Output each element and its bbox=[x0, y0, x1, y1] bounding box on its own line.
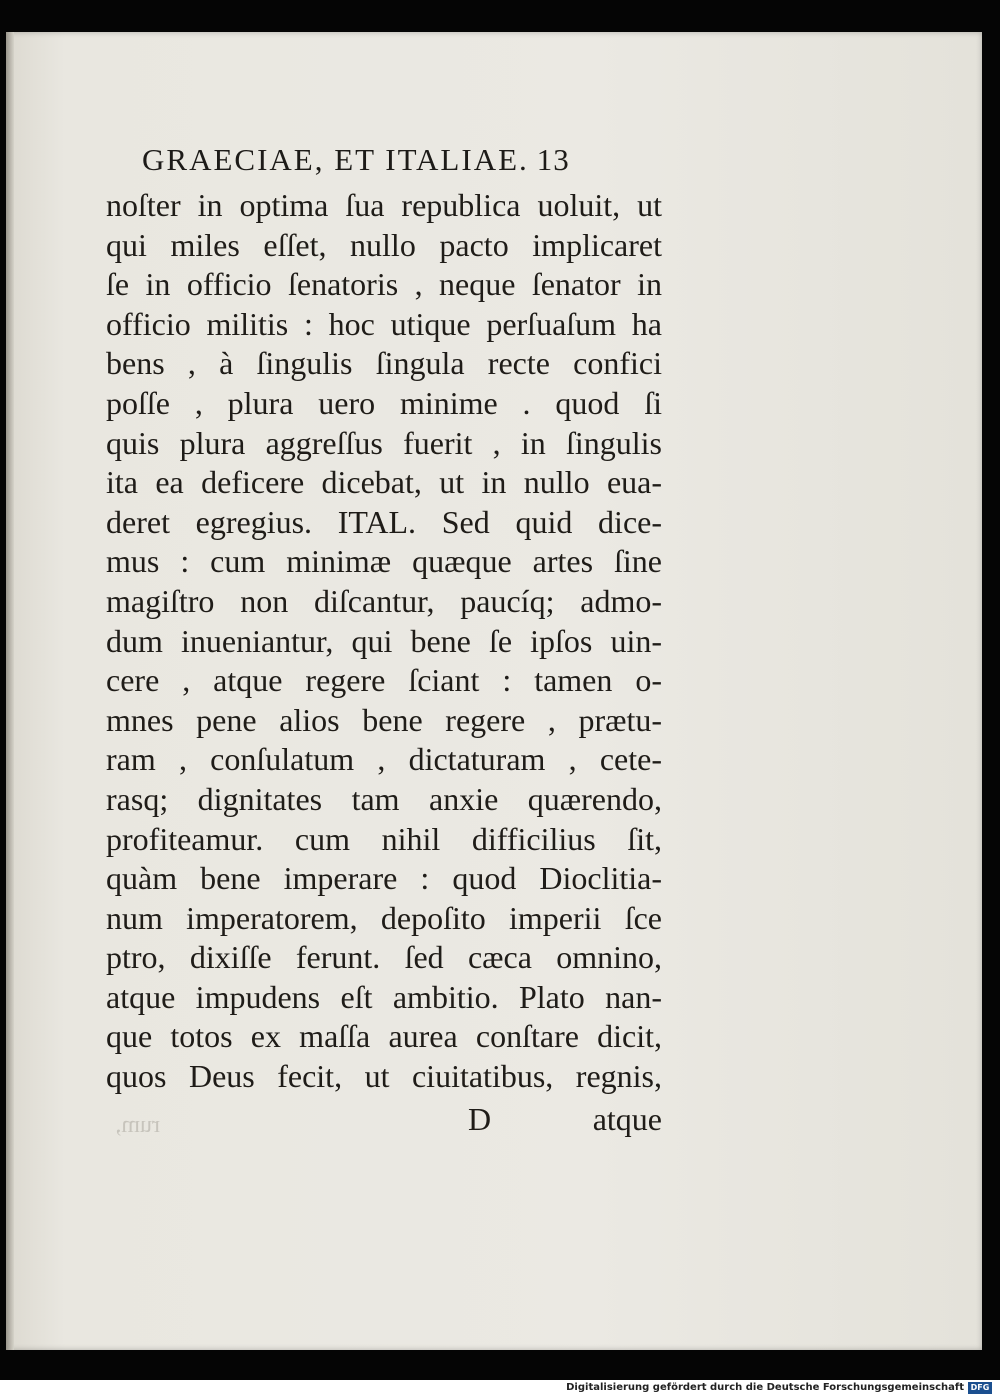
text-line: profiteamur. cum nihil difficilius ſit, bbox=[106, 820, 662, 857]
footer-credit: Digitalisierung gefördert durch die Deutsche Forschungsgemeinschaft bbox=[566, 1382, 964, 1393]
text-line: mnes pene alios bene regere , prætu- bbox=[106, 701, 662, 738]
text-line: que totos ex maſſa aurea conſtare dicit, bbox=[106, 1018, 662, 1055]
text-line: ptro, dixiſſe ferunt. ſed cæca omnino, bbox=[106, 939, 662, 976]
running-head-title: GRAECIAE, ET ITALIAE. bbox=[142, 142, 529, 177]
text-line: ſe in officio ſenatoris , neque ſenator in bbox=[106, 266, 662, 303]
body-text bbox=[106, 186, 662, 1097]
running-head bbox=[142, 142, 662, 182]
text-line: dum inueniantur, qui bene ſe ipſos uin- bbox=[106, 622, 662, 659]
text-line: quos Deus fecit, ut ciuitatibus, regnis, bbox=[106, 1058, 662, 1095]
text-line: ram , conſulatum , dictaturam , cete- bbox=[106, 741, 662, 778]
show-through-text: rum, bbox=[115, 1112, 160, 1138]
text-line: bens , à ſingulis ſingula recte confici bbox=[106, 345, 662, 382]
text-line: qui miles eſſet, nullo pacto implicaret bbox=[106, 226, 662, 263]
text-line: quàm bene imperare : quod Dioclitia- bbox=[106, 860, 662, 897]
text-line: poſſe , plura uero minime . quod ſi bbox=[106, 384, 662, 421]
page-number: 13 bbox=[536, 142, 570, 177]
signature-catchword-line bbox=[106, 1101, 662, 1141]
text-line: num imperatorem, depoſito imperii ſce bbox=[106, 899, 662, 936]
text-line: officio militis : hoc utique perſuaſum ha bbox=[106, 305, 662, 342]
text-line: cere , atque regere ſciant : tamen o- bbox=[106, 662, 662, 699]
text-line: ita ea deficere dicebat, ut in nullo eua- bbox=[106, 464, 662, 501]
text-line: noſter in optima ſua republica uoluit, ut bbox=[106, 187, 662, 223]
page-gutter-edge bbox=[6, 32, 14, 1350]
text-line: rasq; dignitates tam anxie quærendo, bbox=[106, 780, 662, 817]
text-line: magiſtro non diſcantur, paucíq; admo- bbox=[106, 582, 662, 619]
catchword: atque bbox=[592, 1101, 662, 1137]
text-line: deret egregius. ITAL. Sed quid dice- bbox=[106, 503, 662, 540]
text-line: quis plura aggreſſus fuerit , in ſingulis bbox=[106, 424, 662, 461]
digitization-footer bbox=[0, 1380, 1000, 1397]
text-line: atque impudens eſt ambitio. Plato nan- bbox=[106, 978, 662, 1015]
dfg-logo-icon: DFG bbox=[968, 1382, 992, 1394]
signature-mark: D bbox=[468, 1101, 492, 1137]
text-line: mus : cum minimæ quæque artes ſine bbox=[106, 543, 662, 580]
